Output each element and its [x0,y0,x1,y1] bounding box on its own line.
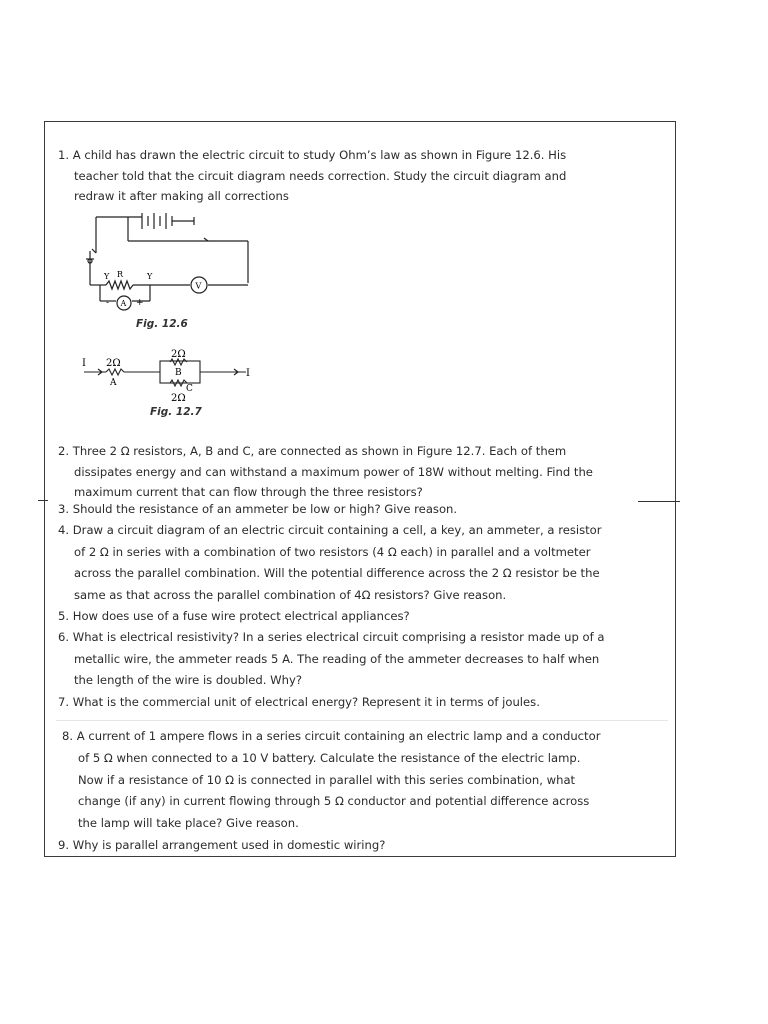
fig-12-7-resistor-c-value: 2Ω [171,393,186,404]
question-2-line-2: dissipates energy and can withstand a maximum power of 18W without melting. Find the [74,464,593,479]
fig-12-7-resistor-c-name: C [186,384,193,394]
question-8-line-3: Now if a resistance of 10 Ω is connected in parallel with this series combination, what [78,772,576,787]
question-5-line-1: 5. How does use of a fuse wire protect electrical appliances? [58,609,410,624]
question-4-line-2: of 2 Ω in series with a combination of two resistors (4 Ω each) in parallel and a voltmeter [74,544,591,559]
figure-12-6-caption: Fig. 12.6 [136,318,188,330]
figure-12-7-caption: Fig. 12.7 [150,406,202,418]
question-4-line-1: 4. Draw a circuit diagram of an electric circuit containing a cell, a key, an ammeter, a resistor [58,523,602,538]
fig-12-6-label-y-left: Y [104,272,110,281]
question-2-line-1: 2. Three 2 Ω resistors, A, B and C, are connected as shown in Figure 12.7. Each of them [58,444,567,458]
question-6-line-2: metallic wire, the ammeter reads 5 A. The reading of the ammeter decreases to half when [74,651,600,666]
fig-12-7-current-in: I [82,358,86,369]
question-2 [58,441,593,503]
question-1-line-2: teacher told that the circuit diagram needs correction. Study the circuit diagram and [74,168,567,183]
separator-left-tick [38,500,48,501]
fig-12-7-current-out: I [246,368,250,379]
question-2-line-3: maximum current that can flow through the three resistors? [74,485,423,499]
question-8-line-1: 8. A current of 1 ampere flows in a series circuit containing an electric lamp and a conductor [62,729,601,743]
question-7-line-1: 7. What is the commercial unit of electrical energy? Represent it in terms of joules. [58,694,540,709]
question-6-line-1: 6. What is electrical resistivity? In a series electrical circuit comprising a resistor made up of a [58,630,605,645]
questions-8-to-9 [58,726,601,857]
fig-12-7-resistor-a-value: 2Ω [106,358,121,369]
separator-right-tick [638,501,680,502]
question-3-line-1: 3. Should the resistance of an ammeter be low or high? Give reason. [58,502,458,516]
figure-12-6-circuit [76,205,266,335]
fig-12-6-label-r: R [117,270,124,279]
figure-12-7-circuit [76,342,266,404]
fig-12-7-resistor-b-value: 2Ω [171,349,186,360]
question-1-line-3: redraw it after making all corrections [74,189,289,203]
question-1-line-1: 1. A child has drawn the electric circuit to study Ohm’s law as shown in Figure 12.6. His [58,148,567,162]
fig-12-7-resistor-a-name: A [110,378,117,388]
question-8-line-5: the lamp will take place? Give reason. [78,816,299,831]
question-1 [58,145,566,207]
fig-12-6-voltmeter-symbol: V [195,281,202,291]
fig-12-6-label-y-right: Y [147,272,153,281]
fig-12-6-ammeter-symbol: A [120,299,127,308]
fig-12-6-minus-sign: - [106,298,110,308]
question-8-line-2: of 5 Ω when connected to a 10 V battery. Calculate the resistance of the electric lamp. [78,750,581,765]
question-4-line-3: across the parallel combination. Will the potential difference across the 2 Ω resistor be the [74,566,600,581]
question-4-line-4: same as that across the parallel combination of 4Ω resistors? Give reason. [74,587,507,602]
fig-12-6-plus-sign: + [136,298,144,308]
question-9-line-1: 9. Why is parallel arrangement used in domestic wiring? [58,837,386,852]
question-8-line-4: change (if any) in current flowing through 5 Ω conductor and potential difference across [78,794,590,809]
fig-12-7-resistor-b-name: B [175,368,182,378]
faint-divider [56,720,668,721]
questions-3-to-7 [58,499,605,713]
question-6-line-3: the length of the wire is doubled. Why? [74,673,302,688]
